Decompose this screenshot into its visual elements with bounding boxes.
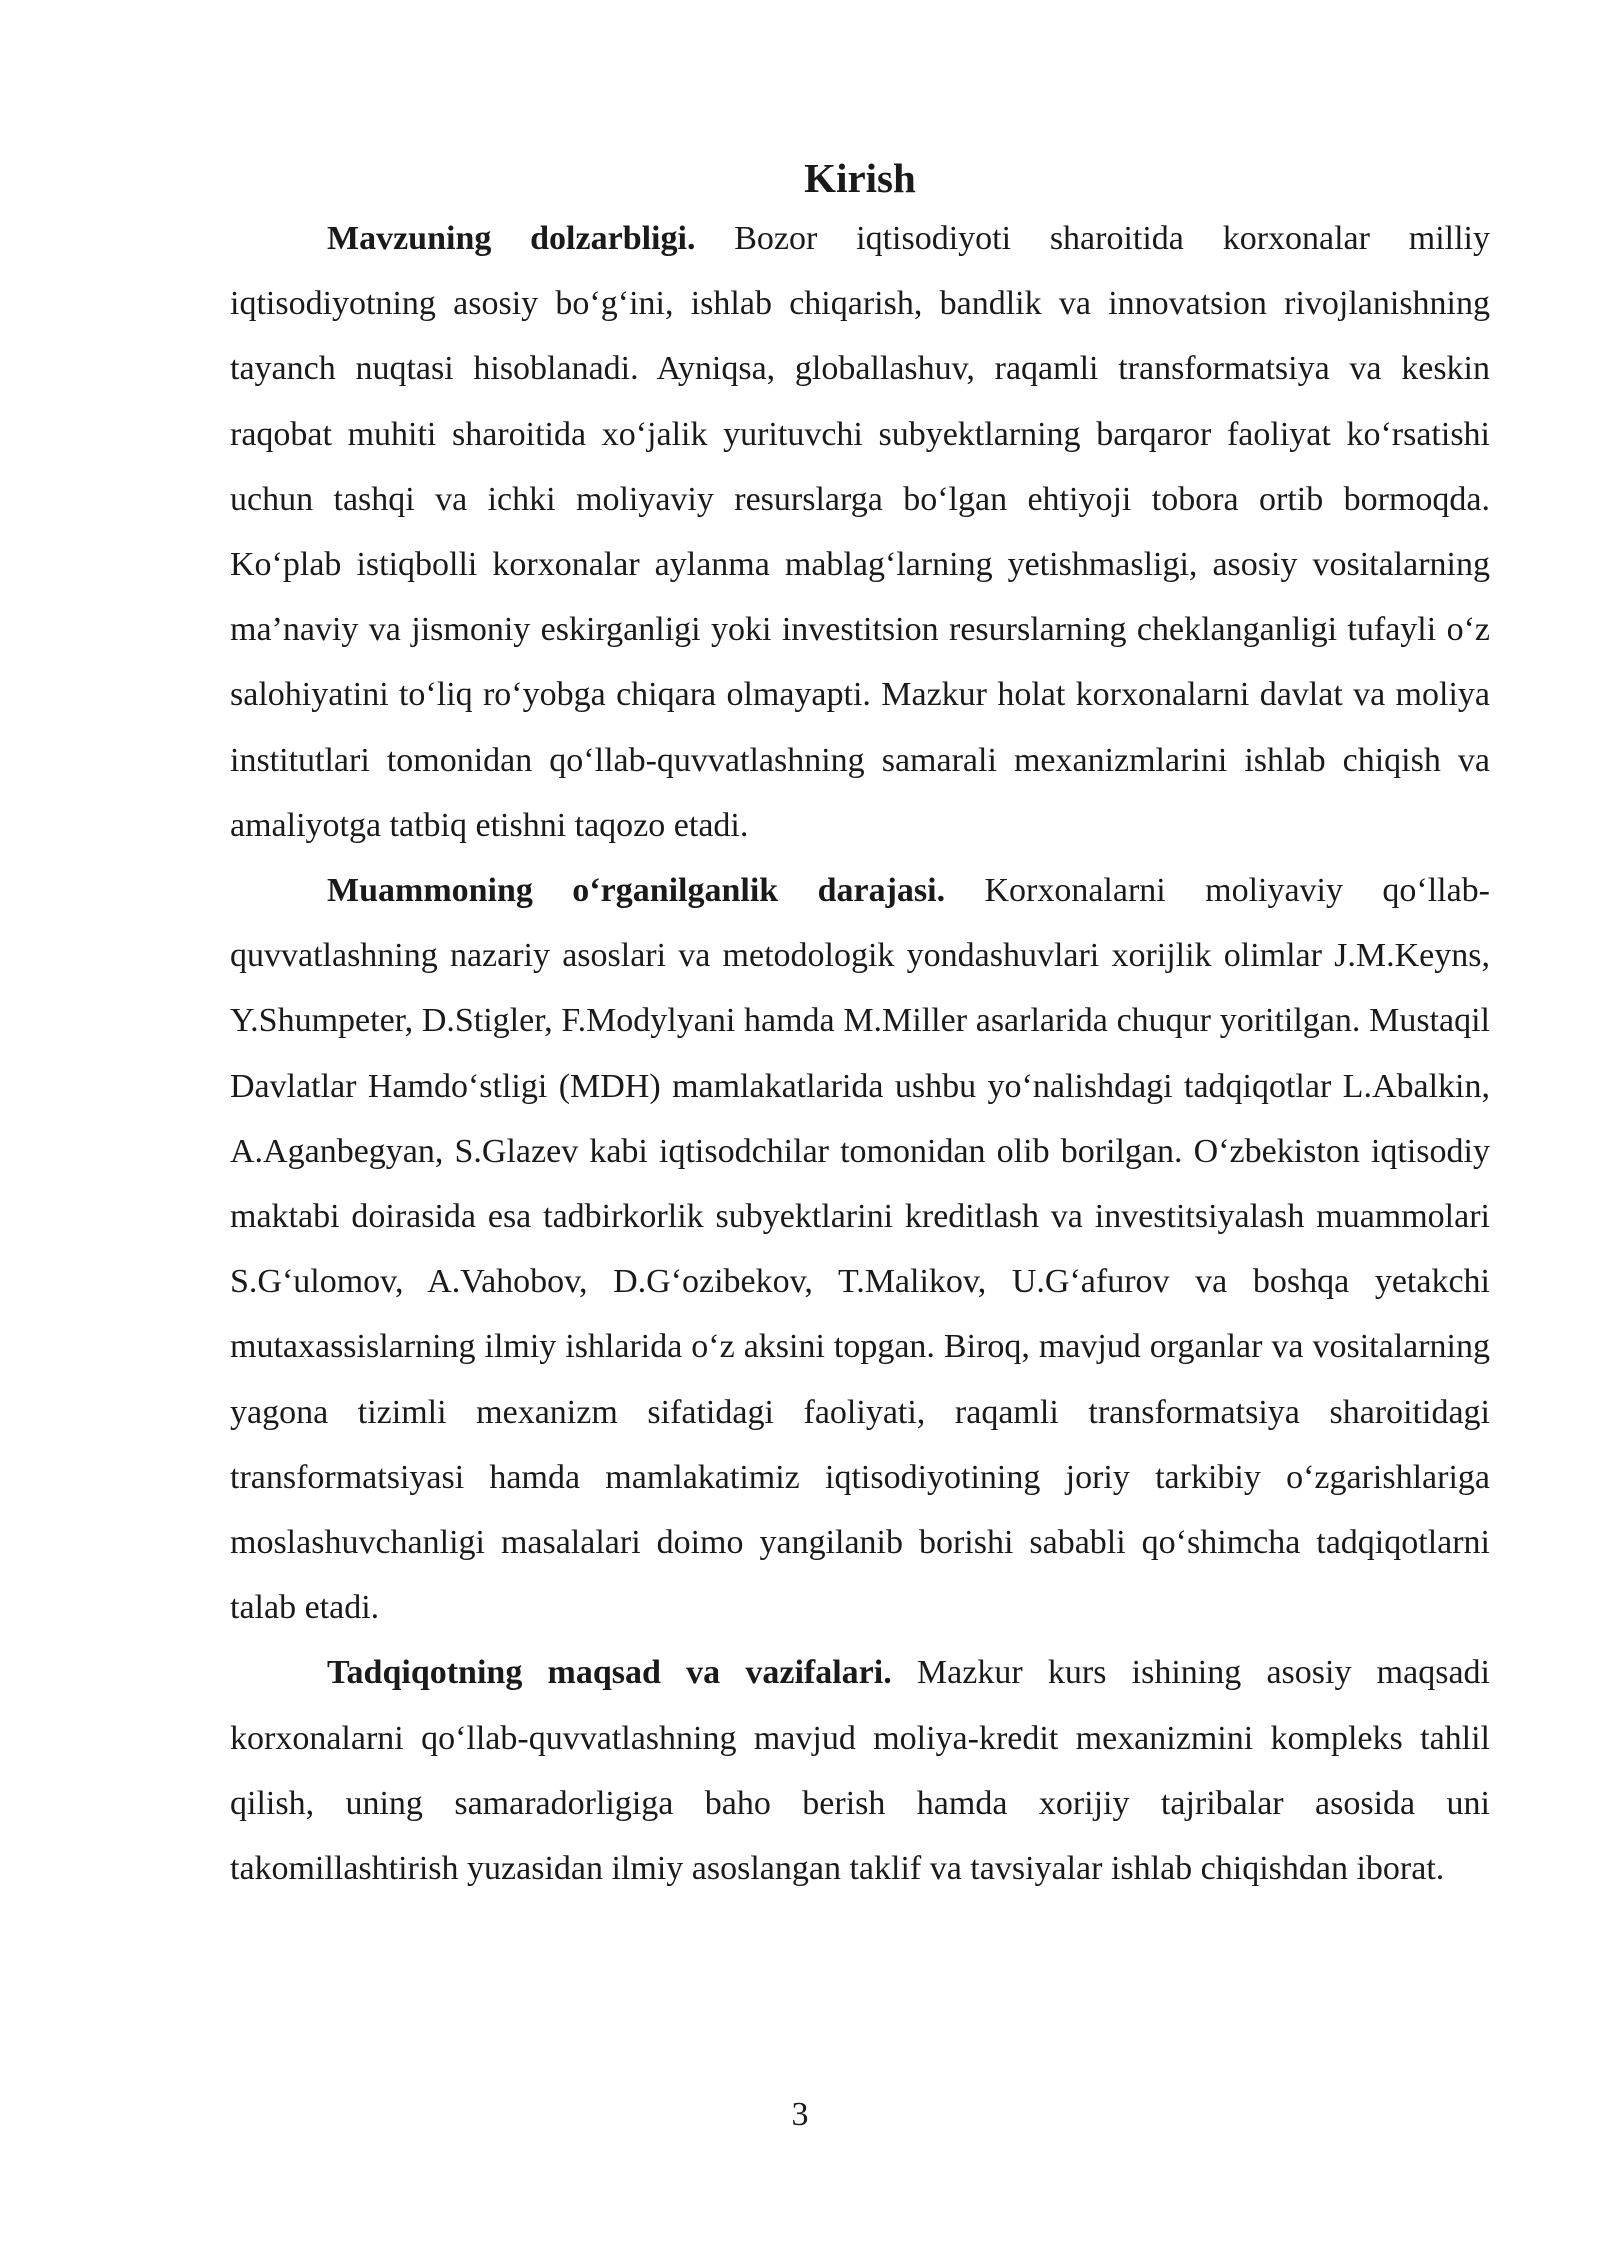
section-literature-review-text: Korxonalarni moliyaviy qo‘llab-quvvatlashning nazariy asoslari va metodologik yondashuvlari xorijlik olimlar J.M.Keyns, Y.Shumpeter, D.Stigler, F.Modylyani hamda M.Miller asarlarida chuqur yoritilgan. Mustaqil Davlatlar Hamdo‘stligi (MDH) mamlakatlarida ushbu yo‘nalishdagi tadqiqotlar L.Abalkin, A.Aganbegyan, S.Glazev kabi iqtisodchilar tomonidan olib borilgan. O‘zbekiston iqtisodiy maktabi doirasida esa tadbirkorlik subyektlarini kreditlash va investitsiyalash muammolari S.G‘ulomov, A.Vahobov, D.G‘ozibekov, T.Malikov, U.G‘afurov va boshqa yetakchi mutaxassislarning ilmiy ishlarida o‘z aksini topgan. Biroq, mavjud organlar va vositalarning yagona tizimli mexanizm sifatidagi faoliyati, raqamli transformatsiya sharoitidagi transformatsiyasi hamda mamlakatimiz iqtisodiyotining joriy tarkibiy o‘zgarishlariga moslashuvchanligi masalalari doimo yangilanib borishi sababli qo‘shimcha tadqiqotlarni talab etadi. — [230, 872, 1490, 1627]
section-goals — [230, 1640, 1490, 1901]
page-number: 3 — [791, 2096, 809, 2133]
section-relevance-text: Bozor iqtisodiyoti sharoitida korxonalar milliy iqtisodiyotning asosiy bo‘g‘ini, ishlab chiqarish, bandlik va innovatsion rivojlanishning tayanch nuqtasi hisoblanadi. Ayniqsa, globallashuv, raqamli transformatsiya va keskin raqobat muhiti sharoitida xo‘jalik yurituvchi subyektlarning barqaror faoliyat ko‘rsatishi uchun tashqi va ichki moliyaviy resurslarga bo‘lgan ehtiyoji tobora ortib bormoqda. Ko‘plab istiqbolli korxonalar aylanma mablag‘larning yetishmasligi, asosiy vositalarning ma’naviy va jismoniy eskirganligi yoki investitsion resurslarning cheklanganligi tufayli o‘z salohiyatini to‘liq ro‘yobga chiqara olmayapti. Mazkur holat korxonalarni davlat va moliya institutlari tomonidan qo‘llab-quvvatlashning samarali mexanizmlarini ishlab chiqish va amaliyotga tatbiq etishni taqozo etadi. — [230, 220, 1490, 844]
page-title: Kirish — [804, 155, 916, 201]
section-relevance-heading: Mavzuning dolzarbligi. — [327, 220, 696, 257]
section-literature-review — [230, 858, 1490, 1640]
section-goals-text: Mazkur kurs ishining asosiy maqsadi korxonalarni qo‘llab-quvvatlashning mavjud moliya-kredit mexanizmini kompleks tahlil qilish, uning samaradorligiga baho berish hamda xorijiy tajribalar asosida uni takomillashtirish yuzasidan ilmiy asoslangan taklif va tavsiyalar ishlab chiqishdan iborat. — [230, 1654, 1490, 1888]
page-content — [230, 150, 1490, 1901]
section-goals-heading: Tadqiqotning maqsad va vazifalari. — [327, 1654, 892, 1692]
section-relevance — [230, 206, 1490, 858]
section-literature-review-heading: Muammoning o‘rganilganlik darajasi. — [327, 872, 946, 910]
